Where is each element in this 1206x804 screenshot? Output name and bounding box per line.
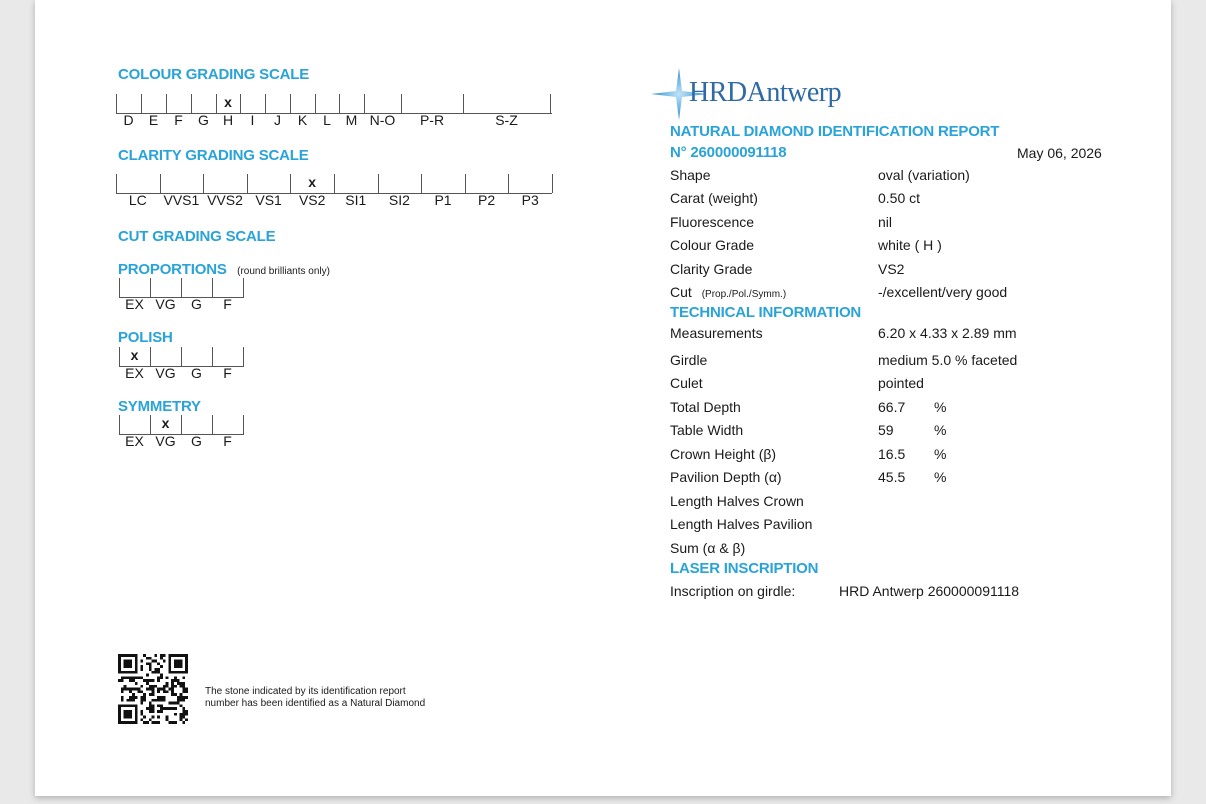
colour-tick <box>339 94 340 113</box>
clarity-tick <box>290 174 291 193</box>
symmetry-tick <box>119 415 120 434</box>
report-number: N° 260000091118 <box>670 144 787 161</box>
clarity-tick <box>247 174 248 193</box>
colour-grade-label: H <box>222 112 234 128</box>
technical-label: Table Width <box>670 422 744 438</box>
polish-tick <box>181 347 182 366</box>
logo-suffix: Antwerp <box>746 77 842 108</box>
symmetry-grade-label: G <box>191 433 202 449</box>
technical-label: Crown Height (β) <box>670 446 777 462</box>
detail-value: white ( H ) <box>878 237 942 253</box>
clarity-scale-title: CLARITY GRADING SCALE <box>118 147 309 164</box>
clarity-grade-label: SI2 <box>388 192 410 208</box>
clarity-grade-label: P1 <box>434 192 452 208</box>
clarity-tick <box>116 174 117 193</box>
technical-title: TECHNICAL INFORMATION <box>670 304 862 321</box>
colour-tick <box>364 94 365 113</box>
clarity-tick <box>421 174 422 193</box>
laser-label: Inscription on girdle: <box>670 583 796 599</box>
technical-value: 59 <box>878 422 894 438</box>
symmetry-tick <box>212 415 213 434</box>
clarity-grade-label: LC <box>128 192 147 208</box>
cut-scale-title: CUT GRADING SCALE <box>118 228 276 245</box>
technical-label: Sum (α & β) <box>670 540 746 556</box>
proportions-tick <box>119 278 120 297</box>
proportions-note: (round brilliants only) <box>237 266 330 277</box>
symmetry-scale-bar <box>119 414 244 449</box>
technical-value: 45.5 <box>878 469 906 485</box>
colour-tick <box>166 94 167 113</box>
report-date: May 06, 2026 <box>1017 145 1102 161</box>
colour-grade-label: I <box>250 112 255 128</box>
footer-note <box>205 686 425 710</box>
polish-grade-label: EX <box>125 365 144 381</box>
clarity-grade-label: P3 <box>521 192 539 208</box>
colour-scale-title: COLOUR GRADING SCALE <box>118 66 310 83</box>
colour-grade-label: D <box>123 112 134 128</box>
detail-label: Shape <box>670 167 711 183</box>
colour-tick <box>191 94 192 113</box>
detail-value: nil <box>878 214 893 230</box>
colour-tick <box>463 94 464 113</box>
colour-grade-label: P-R <box>419 112 445 128</box>
proportions-tick <box>212 278 213 297</box>
symmetry-tick <box>181 415 182 434</box>
colour-selected-mark: x <box>224 94 232 110</box>
colour-grade-label: E <box>148 112 159 128</box>
clarity-tick <box>334 174 335 193</box>
colour-tick <box>141 94 142 113</box>
technical-value: medium 5.0 % faceted <box>878 352 1018 368</box>
report-sheet <box>35 0 1171 796</box>
colour-grade-label: F <box>174 112 183 128</box>
clarity-grade-label: SI1 <box>345 192 367 208</box>
clarity-tick <box>203 174 204 193</box>
technical-label: Length Halves Crown <box>670 493 804 509</box>
cut-label-sub: (Prop./Pol./Symm.) <box>701 289 787 300</box>
proportions-grade-label: G <box>191 296 202 312</box>
colour-scale-bar <box>116 93 552 128</box>
polish-tick <box>212 347 213 366</box>
clarity-grade-label: VVS1 <box>163 192 200 208</box>
colour-tick <box>290 94 291 113</box>
technical-value: pointed <box>878 375 924 391</box>
proportions-tick <box>243 278 244 297</box>
clarity-tick <box>465 174 466 193</box>
proportions-grade-label: EX <box>125 296 144 312</box>
proportions-grade-label: F <box>223 296 232 312</box>
footer-note-line2: number has been identified as a Natural Diamond <box>205 698 426 709</box>
polish-scale-bar <box>119 346 244 381</box>
colour-grade-label: N-O <box>369 112 396 128</box>
technical-unit: % <box>934 446 947 462</box>
detail-label: Fluorescence <box>670 214 755 230</box>
technical-label: Girdle <box>670 352 708 368</box>
proportions-scale-bar <box>119 277 244 312</box>
logo-brand: HRD <box>689 77 747 108</box>
colour-tick <box>550 94 551 113</box>
proportions-tick <box>150 278 151 297</box>
polish-selected-mark: x <box>130 347 139 363</box>
colour-grade-label: S-Z <box>495 112 518 128</box>
technical-label: Culet <box>670 375 703 391</box>
clarity-tick <box>552 174 553 193</box>
detail-label: Colour Grade <box>670 237 755 253</box>
detail-value: 0.50 ct <box>878 190 921 206</box>
technical-unit: % <box>934 422 947 438</box>
cut-value: -/excellent/very good <box>878 284 1008 300</box>
clarity-grade-label: VS1 <box>255 192 282 208</box>
colour-tick <box>265 94 266 113</box>
technical-value: 16.5 <box>878 446 906 462</box>
clarity-selected-mark: x <box>308 174 317 190</box>
detail-value: VS2 <box>878 261 905 277</box>
symmetry-grade-label: VG <box>155 433 176 449</box>
technical-label: Length Halves Pavilion <box>670 516 813 532</box>
clarity-scale-bar <box>116 173 552 208</box>
technical-unit: % <box>934 399 947 415</box>
report-title: NATURAL DIAMOND IDENTIFICATION REPORT <box>670 123 1000 140</box>
colour-tick <box>116 94 117 113</box>
symmetry-tick <box>150 415 151 434</box>
colour-grade-label: K <box>297 112 308 128</box>
proportions-grade-label: VG <box>155 296 176 312</box>
clarity-tick <box>508 174 509 193</box>
laser-value: HRD Antwerp 260000091118 <box>839 583 1020 599</box>
technical-unit: % <box>934 469 947 485</box>
colour-tick <box>216 94 217 113</box>
polish-grade-label: F <box>223 365 232 381</box>
footer-note-line1: The stone indicated by its identification report <box>205 686 406 697</box>
colour-grade-label: G <box>198 112 209 128</box>
symmetry-title: SYMMETRY <box>118 398 201 415</box>
clarity-tick <box>378 174 379 193</box>
colour-tick <box>240 94 241 113</box>
detail-value: oval (variation) <box>878 167 970 183</box>
clarity-grade-label: VVS2 <box>207 192 243 208</box>
cut-label-text: Cut <box>670 284 692 300</box>
laser-title: LASER INSCRIPTION <box>670 560 819 577</box>
colour-grade-label: M <box>345 112 358 128</box>
polish-grade-label: VG <box>155 365 176 381</box>
hrd-logo <box>649 66 889 122</box>
technical-value: 6.20 x 4.33 x 2.89 mm <box>878 325 1017 341</box>
technical-label: Pavilion Depth (α) <box>670 469 782 485</box>
colour-grade-label: J <box>274 112 281 128</box>
cut-label <box>670 284 786 300</box>
proportions-title: PROPORTIONS <box>118 261 227 278</box>
clarity-grade-label: VS2 <box>298 192 326 208</box>
polish-tick <box>243 347 244 366</box>
technical-value: 66.7 <box>878 399 906 415</box>
detail-label: Carat (weight) <box>670 190 758 206</box>
colour-tick <box>315 94 316 113</box>
colour-tick <box>401 94 402 113</box>
technical-label: Total Depth <box>670 399 741 415</box>
polish-tick <box>150 347 151 366</box>
clarity-grade-label: P2 <box>478 192 496 208</box>
proportions-tick <box>181 278 182 297</box>
polish-grade-label: G <box>191 365 202 381</box>
technical-label: Measurements <box>670 325 763 341</box>
symmetry-tick <box>243 415 244 434</box>
symmetry-grade-label: EX <box>125 433 144 449</box>
qr-code <box>118 654 188 724</box>
polish-tick <box>119 347 120 366</box>
polish-title: POLISH <box>118 329 173 346</box>
detail-label: Clarity Grade <box>670 261 753 277</box>
symmetry-grade-label: F <box>223 433 232 449</box>
clarity-tick <box>160 174 161 193</box>
symmetry-selected-mark: x <box>161 415 170 431</box>
colour-grade-label: L <box>323 112 331 128</box>
